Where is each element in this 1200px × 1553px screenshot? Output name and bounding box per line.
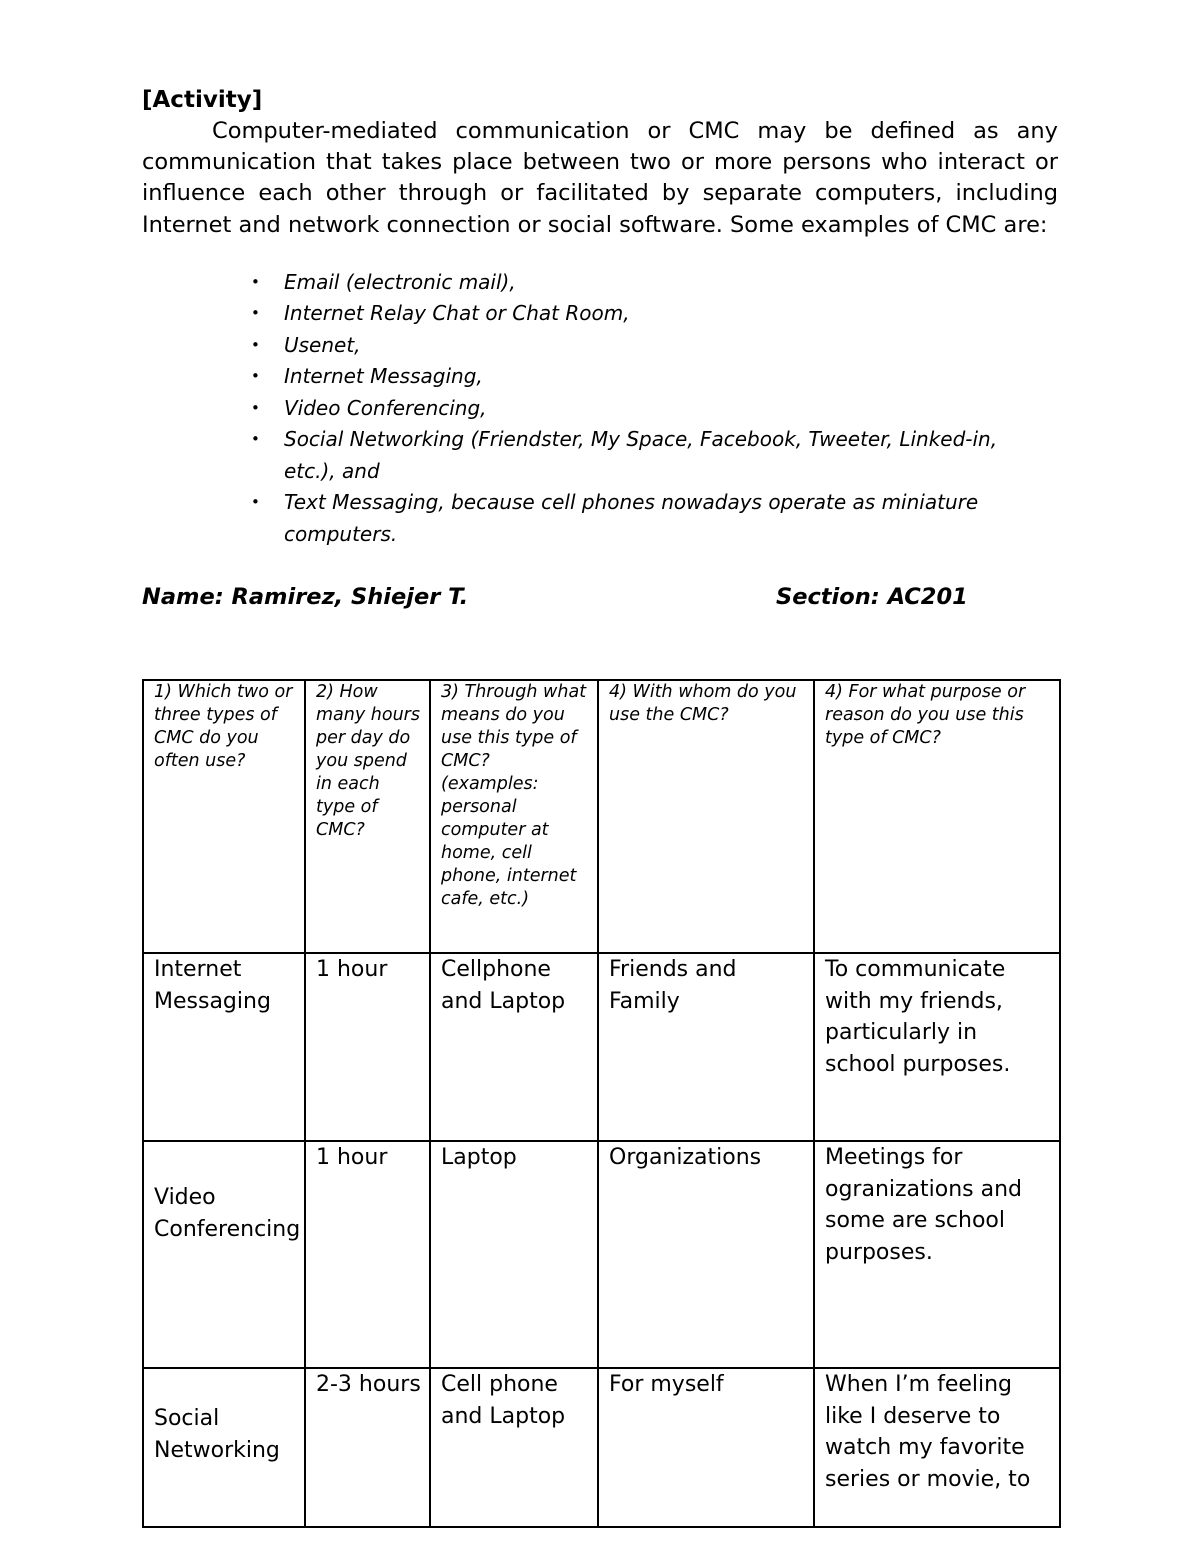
activity-heading: [Activity]	[142, 87, 263, 113]
cmc-examples-list	[142, 267, 1058, 551]
cmc-table	[142, 679, 1061, 1528]
cell-purpose: To communicate with my friends, particularly in school purposes.	[814, 953, 1060, 1141]
header-purpose: 4) For what purpose or reason do you use this type of CMC?	[814, 680, 1060, 953]
table-header-row	[143, 680, 1060, 953]
bullet-icon: •	[251, 430, 260, 449]
cell-whom: For myself	[598, 1368, 814, 1527]
list-item: • Video Conferencing,	[284, 393, 1058, 425]
cell-type: Video Conferencing	[143, 1141, 305, 1368]
bullet-icon: •	[251, 304, 260, 323]
header-cmc-types: 1) Which two or three types of CMC do you often use?	[143, 680, 305, 953]
student-name: Name: Ramirez, Shiejer T.	[142, 584, 469, 611]
table-row	[143, 953, 1060, 1141]
activity-paragraph: Computer-mediated communication or CMC may be defined as any communication that takes place between two or more persons who interact or influence each other through or facilitated by separate computers, including Internet and network connection or social software. Some examples of CMC are:	[142, 118, 1058, 238]
bullet-icon: •	[251, 272, 260, 291]
cell-whom: Organizations	[598, 1141, 814, 1368]
cell-type: Internet Messaging	[143, 953, 305, 1141]
cell-hours: 1 hour	[305, 1141, 430, 1368]
cell-hours: 2-3 hours	[305, 1368, 430, 1527]
table-row	[143, 1141, 1060, 1368]
header-means: 3) Through what means do you use this type of CMC? (examples: personal computer at home, cell phone, internet cafe, etc.)	[430, 680, 598, 953]
cell-type: Social Networking	[143, 1368, 305, 1527]
header-hours: 2) How many hours per day do you spend in each type of CMC?	[305, 680, 430, 953]
list-item: • Text Messaging, because cell phones nowadays operate as miniature computers.	[284, 487, 1058, 550]
cell-whom: Friends and Family	[598, 953, 814, 1141]
cell-means: Cellphone and Laptop	[430, 953, 598, 1141]
list-item: • Internet Messaging,	[284, 361, 1058, 393]
list-item: • Internet Relay Chat or Chat Room,	[284, 298, 1058, 330]
header-with-whom: 4) With whom do you use the CMC?	[598, 680, 814, 953]
cell-purpose: Meetings for ogranizations and some are school purposes.	[814, 1141, 1060, 1368]
cell-means: Cell phone and Laptop	[430, 1368, 598, 1527]
table-row	[143, 1368, 1060, 1527]
bullet-icon: •	[251, 367, 260, 386]
student-section: Section: AC201	[776, 584, 968, 611]
bullet-icon: •	[251, 398, 260, 417]
bullet-icon: •	[251, 493, 260, 512]
bullet-icon: •	[251, 335, 260, 354]
cell-means: Laptop	[430, 1141, 598, 1368]
list-item: • Email (electronic mail),	[284, 267, 1058, 299]
list-item: • Usenet,	[284, 330, 1058, 362]
list-item: • Social Networking (Friendster, My Space, Facebook, Tweeter, Linked-in, etc.), and	[284, 424, 1058, 487]
cell-purpose: When I’m feeling like I deserve to watch my favorite series or movie, to	[814, 1368, 1060, 1527]
student-info	[142, 580, 1058, 614]
cell-hours: 1 hour	[305, 953, 430, 1141]
document-page	[142, 84, 1058, 614]
